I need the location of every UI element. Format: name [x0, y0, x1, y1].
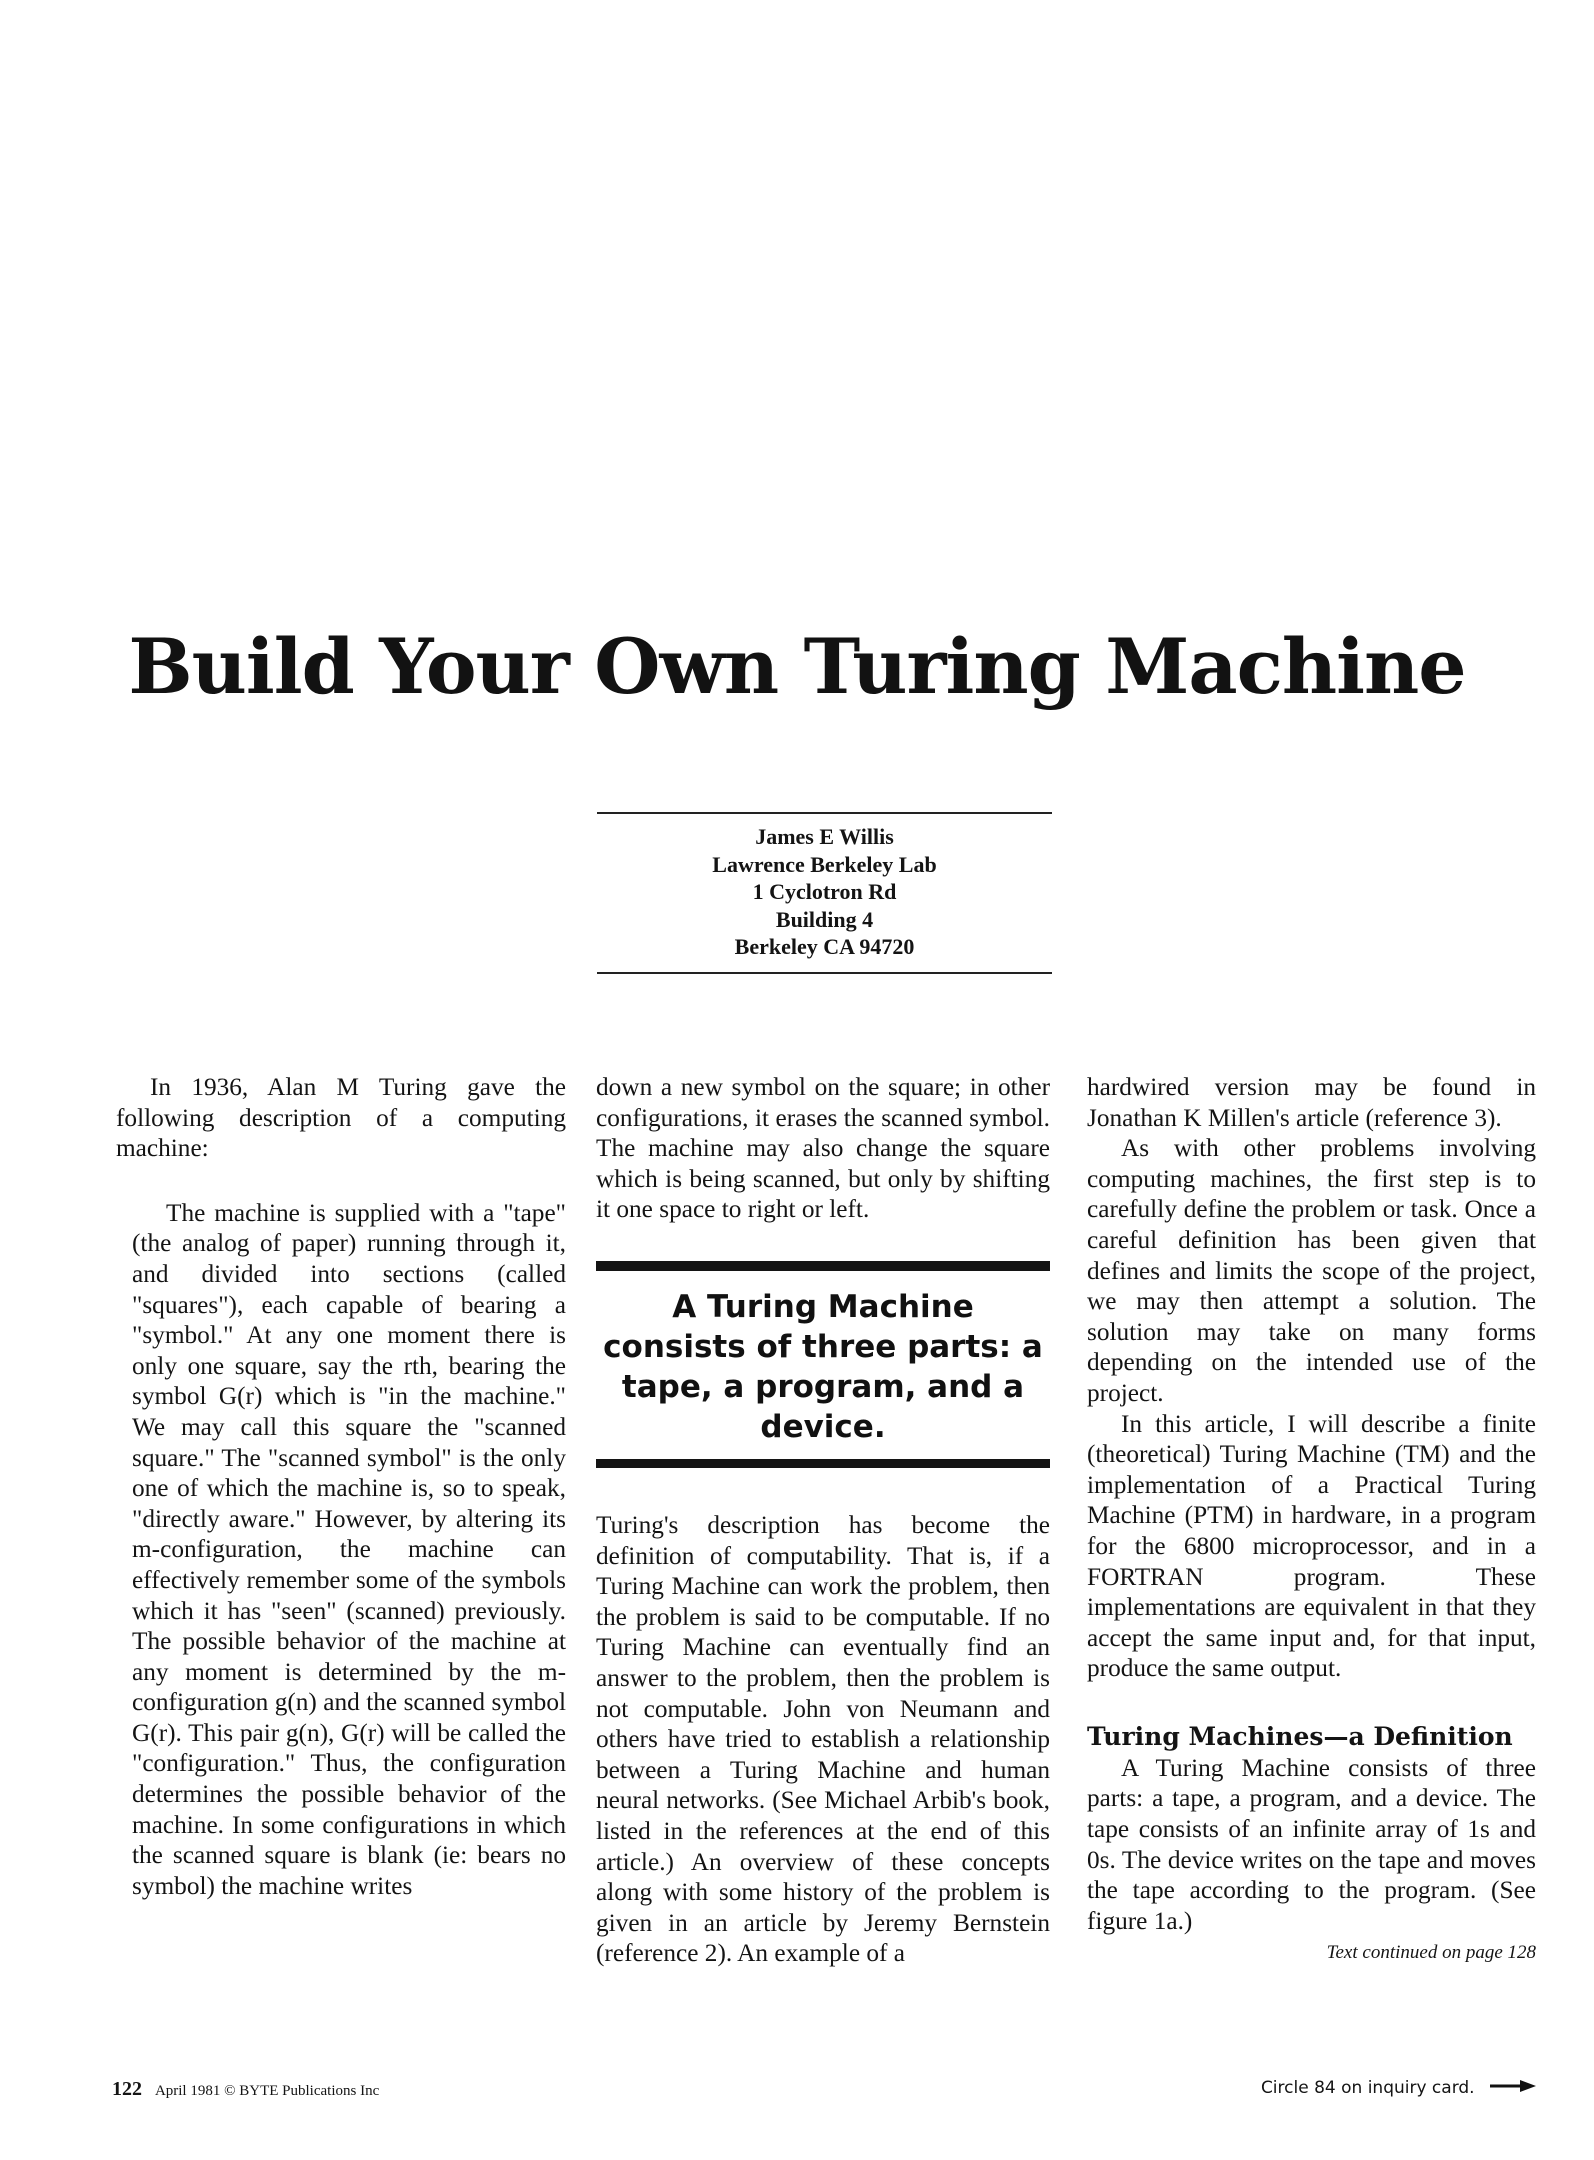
pull-quote: A Turing Machine consists of three parts: a tape, a program, and a device.: [603, 1288, 1043, 1445]
computability-paragraph: Turing's description has become the definition of computability. That is, if a Turing Machine can work the problem, then the problem is said to be computable. If no Turing Machine can eventually find an answer to the problem, then the problem is not computable. John von Neumann and others have tried to establish a relationship between a Turing Machine and human neural networks. (See Michael Arbib's book, listed in the references at the end of this article.) An overview of these concepts along with some history of the problem is given in an article by Jeremy Bernstein (reference 2). An example of a: [596, 1510, 1050, 1968]
author-building: Building 4: [775, 906, 874, 932]
pull-quote-top-rule: [596, 1261, 1050, 1271]
definition-paragraph: A Turing Machine consists of three parts: a tape, a program, and a device. The tape consists of an infinite array of 1s and 0s. The device writes on the tape and moves the tape according to the program. (See figure 1a.): [1087, 1753, 1536, 1935]
article-title: Build Your Own Turing Machine: [128, 622, 1466, 711]
author-city: Berkeley CA 94720: [734, 934, 915, 959]
right-arrow-icon: [1490, 2079, 1536, 2093]
column-1: [116, 1072, 566, 1901]
turing-quote: The machine is supplied with a "tape" (the analog of paper) running through it, and divided into sections (called "squares"), each capable of bearing a "symbol." At any one moment there is only one square, say the rth, bearing the symbol G(r) which is "in the machine." We may call this square the "scanned square." The "scanned symbol" is the only one of which the machine is, so to speak, "directly aware." However, by altering its m-configuration, the machine can effectively remember some of the symbols which it has "seen" (scanned) previously. The possible behavior of the machine at any moment is determined by the m-configuration g(n) and the scanned symbol G(r). This pair g(n), G(r) will be called the "configuration." Thus, the configuration determines the possible behavior of the machine. In some configurations in which the scanned square is blank (ie: bears no symbol) the machine writes: [132, 1198, 566, 1900]
problem-definition-paragraph: As with other problems involving computing machines, the first step is to carefully define the problem or task. Once a careful definition has been given that defines and limits the scope of the project, we may then attempt a solution. The solution may take on many forms depending on the intended use of the project.: [1087, 1134, 1536, 1407]
author-affiliation: Lawrence Berkeley Lab: [712, 851, 937, 877]
author-name: James E Willis: [755, 824, 894, 849]
page-number: 122: [112, 2078, 142, 2100]
inquiry-text: Circle 84 on inquiry card.: [1260, 2078, 1475, 2098]
author-street: 1 Cyclotron Rd: [752, 879, 897, 904]
pull-quote-bottom-rule: [596, 1459, 1050, 1468]
footer-right: [1236, 2078, 1536, 2098]
pull-quote-box: [596, 1261, 1050, 1468]
column-2: [596, 1072, 1050, 1969]
millen-paragraph: hardwired version may be found in Jonathan K Millen's article (reference 3).: [1087, 1073, 1536, 1132]
footer-left: [112, 2078, 379, 2101]
implementation-paragraph: In this article, I will describe a finite (theoretical) Turing Machine (TM) and the implementation of a Practical Turing Machine (PTM) in hardware, in a program for the 6800 microprocessor, and in a FORTRAN program. These implementations are equivalent in that they accept the same input and, for that input, produce the same output.: [1087, 1409, 1536, 1683]
column-3: [1087, 1072, 1536, 1966]
turing-quote-continued: down a new symbol on the square; in other configurations, it erases the scanned symbol. The machine may also change the square which is being scanned, but only by shifting it one space to right or left.: [596, 1073, 1050, 1224]
intro-paragraph: In 1936, Alan M Turing gave the following description of a computing machine:: [116, 1073, 566, 1163]
continued-note: Text continued on page 128: [1326, 1942, 1536, 1964]
issue-line: April 1981 © BYTE Publications Inc: [154, 2083, 380, 2099]
section-heading: Turing Machines—a Definition: [1087, 1721, 1513, 1751]
byline-box: [597, 812, 1052, 974]
